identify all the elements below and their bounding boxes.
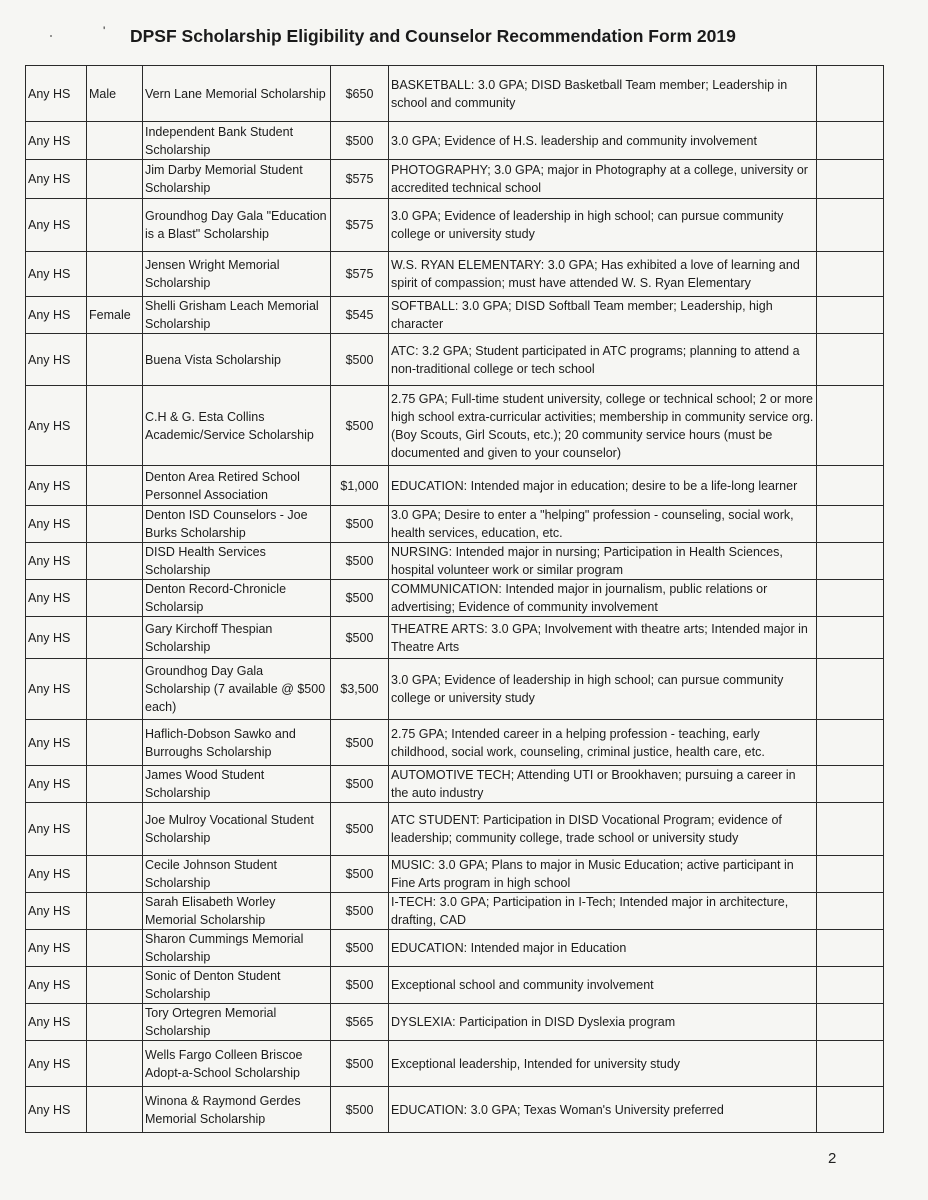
gender-cell: Female	[87, 297, 143, 334]
table-row	[26, 803, 884, 856]
recommendation-cell[interactable]	[817, 766, 884, 803]
amount-cell: $565	[331, 1004, 389, 1041]
table-row	[26, 720, 884, 766]
scholarship-name-cell: Buena Vista Scholarship	[143, 334, 331, 386]
requirements-cell: I-TECH: 3.0 GPA; Participation in I-Tech; Intended major in architecture, drafting, CAD	[389, 893, 817, 930]
school-cell: Any HS	[26, 720, 87, 766]
table-row	[26, 1041, 884, 1087]
amount-cell: $500	[331, 617, 389, 659]
gender-cell	[87, 580, 143, 617]
gender-cell	[87, 1004, 143, 1041]
scholarship-table	[25, 65, 884, 1133]
requirements-cell: 2.75 GPA; Full-time student university, college or technical school; 2 or more high school extra-curricular activities; membership in community service org. (Boy Scouts, Girl Scouts, etc.); 20 community service hours (must be documented and given to your counselor)	[389, 386, 817, 466]
recommendation-cell[interactable]	[817, 334, 884, 386]
recommendation-cell[interactable]	[817, 252, 884, 297]
gender-cell	[87, 1041, 143, 1087]
school-cell: Any HS	[26, 1041, 87, 1087]
recommendation-cell[interactable]	[817, 543, 884, 580]
scholarship-name-cell: Shelli Grisham Leach Memorial Scholarship	[143, 297, 331, 334]
scholarship-name-cell: Haflich-Dobson Sawko and Burroughs Scholarship	[143, 720, 331, 766]
recommendation-cell[interactable]	[817, 160, 884, 199]
scholarship-name-cell: Groundhog Day Gala "Education is a Blast" Scholarship	[143, 199, 331, 252]
gender-cell	[87, 856, 143, 893]
requirements-cell: PHOTOGRAPHY; 3.0 GPA; major in Photography at a college, university or accredited technical school	[389, 160, 817, 199]
recommendation-cell[interactable]	[817, 930, 884, 967]
school-cell: Any HS	[26, 617, 87, 659]
requirements-cell: 3.0 GPA; Evidence of leadership in high school; can pursue community college or university study	[389, 659, 817, 720]
requirements-cell: 3.0 GPA; Evidence of leadership in high school; can pursue community college or university study	[389, 199, 817, 252]
amount-cell: $500	[331, 506, 389, 543]
requirements-cell: Exceptional leadership, Intended for university study	[389, 1041, 817, 1087]
amount-cell: $500	[331, 543, 389, 580]
recommendation-cell[interactable]	[817, 506, 884, 543]
scholarship-name-cell: Denton ISD Counselors - Joe Burks Scholarship	[143, 506, 331, 543]
recommendation-cell[interactable]	[817, 122, 884, 160]
amount-cell: $500	[331, 122, 389, 160]
table-row	[26, 967, 884, 1004]
school-cell: Any HS	[26, 803, 87, 856]
amount-cell: $500	[331, 930, 389, 967]
stray-dot	[50, 35, 52, 37]
gender-cell	[87, 252, 143, 297]
school-cell: Any HS	[26, 580, 87, 617]
table-row	[26, 1087, 884, 1133]
table-row	[26, 466, 884, 506]
requirements-cell: BASKETBALL: 3.0 GPA; DISD Basketball Team member; Leadership in school and community	[389, 66, 817, 122]
school-cell: Any HS	[26, 122, 87, 160]
requirements-cell: ATC: 3.2 GPA; Student participated in ATC programs; planning to attend a non-traditional college or tech school	[389, 334, 817, 386]
recommendation-cell[interactable]	[817, 1087, 884, 1133]
school-cell: Any HS	[26, 66, 87, 122]
table-row	[26, 66, 884, 122]
recommendation-cell[interactable]	[817, 66, 884, 122]
gender-cell	[87, 766, 143, 803]
gender-cell	[87, 386, 143, 466]
gender-cell	[87, 930, 143, 967]
page-number: 2	[828, 1150, 837, 1167]
recommendation-cell[interactable]	[817, 1041, 884, 1087]
table-row	[26, 659, 884, 720]
scholarship-name-cell: C.H & G. Esta Collins Academic/Service Scholarship	[143, 386, 331, 466]
school-cell: Any HS	[26, 659, 87, 720]
recommendation-cell[interactable]	[817, 856, 884, 893]
school-cell: Any HS	[26, 334, 87, 386]
requirements-cell: THEATRE ARTS: 3.0 GPA; Involvement with theatre arts; Intended major in Theatre Arts	[389, 617, 817, 659]
table-row	[26, 334, 884, 386]
amount-cell: $1,000	[331, 466, 389, 506]
amount-cell: $500	[331, 967, 389, 1004]
school-cell: Any HS	[26, 252, 87, 297]
table-row	[26, 856, 884, 893]
recommendation-cell[interactable]	[817, 617, 884, 659]
gender-cell	[87, 893, 143, 930]
requirements-cell: AUTOMOTIVE TECH; Attending UTI or Brookhaven; pursuing a career in the auto industry	[389, 766, 817, 803]
gender-cell	[87, 543, 143, 580]
amount-cell: $500	[331, 580, 389, 617]
scholarship-name-cell: Vern Lane Memorial Scholarship	[143, 66, 331, 122]
scholarship-name-cell: DISD Health Services Scholarship	[143, 543, 331, 580]
school-cell: Any HS	[26, 967, 87, 1004]
scholarship-name-cell: Sharon Cummings Memorial Scholarship	[143, 930, 331, 967]
amount-cell: $545	[331, 297, 389, 334]
school-cell: Any HS	[26, 386, 87, 466]
recommendation-cell[interactable]	[817, 199, 884, 252]
amount-cell: $500	[331, 386, 389, 466]
table-row	[26, 766, 884, 803]
school-cell: Any HS	[26, 506, 87, 543]
amount-cell: $575	[331, 199, 389, 252]
gender-cell	[87, 122, 143, 160]
gender-cell	[87, 967, 143, 1004]
school-cell: Any HS	[26, 160, 87, 199]
scholarship-name-cell: Gary Kirchoff Thespian Scholarship	[143, 617, 331, 659]
school-cell: Any HS	[26, 543, 87, 580]
gender-cell	[87, 659, 143, 720]
scholarship-name-cell: Groundhog Day Gala Scholarship (7 available @ $500 each)	[143, 659, 331, 720]
amount-cell: $500	[331, 803, 389, 856]
gender-cell	[87, 334, 143, 386]
gender-cell	[87, 803, 143, 856]
gender-cell	[87, 720, 143, 766]
gender-cell	[87, 506, 143, 543]
stray-mark: '	[103, 24, 106, 38]
requirements-cell: 3.0 GPA; Desire to enter a "helping" profession - counseling, social work, health services, education, etc.	[389, 506, 817, 543]
table-row	[26, 930, 884, 967]
scholarship-name-cell: Denton Record-Chronicle Scholarsip	[143, 580, 331, 617]
scholarship-name-cell: Sonic of Denton Student Scholarship	[143, 967, 331, 1004]
school-cell: Any HS	[26, 466, 87, 506]
school-cell: Any HS	[26, 856, 87, 893]
table-row	[26, 297, 884, 334]
table-row	[26, 122, 884, 160]
table-row	[26, 160, 884, 199]
table-row	[26, 617, 884, 659]
table-row	[26, 893, 884, 930]
table-row	[26, 506, 884, 543]
recommendation-cell[interactable]	[817, 297, 884, 334]
requirements-cell: EDUCATION: Intended major in education; desire to be a life-long learner	[389, 466, 817, 506]
gender-cell: Male	[87, 66, 143, 122]
requirements-cell: MUSIC: 3.0 GPA; Plans to major in Music Education; active participant in Fine Arts program in high school	[389, 856, 817, 893]
requirements-cell: EDUCATION: 3.0 GPA; Texas Woman's University preferred	[389, 1087, 817, 1133]
requirements-cell: EDUCATION: Intended major in Education	[389, 930, 817, 967]
school-cell: Any HS	[26, 199, 87, 252]
scholarship-name-cell: Jensen Wright Memorial Scholarship	[143, 252, 331, 297]
table-row	[26, 252, 884, 297]
school-cell: Any HS	[26, 893, 87, 930]
amount-cell: $500	[331, 766, 389, 803]
gender-cell	[87, 1087, 143, 1133]
amount-cell: $650	[331, 66, 389, 122]
school-cell: Any HS	[26, 297, 87, 334]
requirements-cell: 2.75 GPA; Intended career in a helping profession - teaching, early childhood, social work, counseling, criminal justice, health care, etc.	[389, 720, 817, 766]
table-row	[26, 543, 884, 580]
scholarship-name-cell: Wells Fargo Colleen Briscoe Adopt-a-School Scholarship	[143, 1041, 331, 1087]
recommendation-cell[interactable]	[817, 967, 884, 1004]
amount-cell: $500	[331, 893, 389, 930]
scholarship-name-cell: Winona & Raymond Gerdes Memorial Scholarship	[143, 1087, 331, 1133]
table-row	[26, 580, 884, 617]
school-cell: Any HS	[26, 930, 87, 967]
amount-cell: $575	[331, 252, 389, 297]
school-cell: Any HS	[26, 766, 87, 803]
amount-cell: $500	[331, 1041, 389, 1087]
amount-cell: $500	[331, 1087, 389, 1133]
requirements-cell: DYSLEXIA: Participation in DISD Dyslexia program	[389, 1004, 817, 1041]
school-cell: Any HS	[26, 1087, 87, 1133]
amount-cell: $500	[331, 856, 389, 893]
recommendation-cell[interactable]	[817, 803, 884, 856]
requirements-cell: 3.0 GPA; Evidence of H.S. leadership and community involvement	[389, 122, 817, 160]
table-row	[26, 199, 884, 252]
table-row	[26, 386, 884, 466]
requirements-cell: NURSING: Intended major in nursing; Participation in Health Sciences, hospital volunteer work or similar program	[389, 543, 817, 580]
gender-cell	[87, 617, 143, 659]
recommendation-cell[interactable]	[817, 1004, 884, 1041]
requirements-cell: COMMUNICATION: Intended major in journalism, public relations or advertising; Evidence of community involvement	[389, 580, 817, 617]
scholarship-name-cell: Jim Darby Memorial Student Scholarship	[143, 160, 331, 199]
requirements-cell: Exceptional school and community involvement	[389, 967, 817, 1004]
scholarship-name-cell: James Wood Student Scholarship	[143, 766, 331, 803]
recommendation-cell[interactable]	[817, 893, 884, 930]
scholarship-name-cell: Denton Area Retired School Personnel Association	[143, 466, 331, 506]
gender-cell	[87, 199, 143, 252]
scholarship-name-cell: Joe Mulroy Vocational Student Scholarship	[143, 803, 331, 856]
amount-cell: $500	[331, 334, 389, 386]
gender-cell	[87, 160, 143, 199]
amount-cell: $500	[331, 720, 389, 766]
amount-cell: $575	[331, 160, 389, 199]
gender-cell	[87, 466, 143, 506]
scholarship-name-cell: Cecile Johnson Student Scholarship	[143, 856, 331, 893]
amount-cell: $3,500	[331, 659, 389, 720]
school-cell: Any HS	[26, 1004, 87, 1041]
recommendation-cell[interactable]	[817, 580, 884, 617]
scholarship-name-cell: Tory Ortegren Memorial Scholarship	[143, 1004, 331, 1041]
requirements-cell: SOFTBALL: 3.0 GPA; DISD Softball Team member; Leadership, high character	[389, 297, 817, 334]
scholarship-name-cell: Sarah Elisabeth Worley Memorial Scholarship	[143, 893, 331, 930]
recommendation-cell[interactable]	[817, 659, 884, 720]
requirements-cell: W.S. RYAN ELEMENTARY: 3.0 GPA; Has exhibited a love of learning and spirit of compassion; must have attended W. S. Ryan Elementary	[389, 252, 817, 297]
page-title: DPSF Scholarship Eligibility and Counselor Recommendation Form 2019	[130, 26, 736, 46]
recommendation-cell[interactable]	[817, 720, 884, 766]
requirements-cell: ATC STUDENT: Participation in DISD Vocational Program; evidence of leadership; community college, trade school or university study	[389, 803, 817, 856]
scholarship-name-cell: Independent Bank Student Scholarship	[143, 122, 331, 160]
recommendation-cell[interactable]	[817, 386, 884, 466]
table-row	[26, 1004, 884, 1041]
recommendation-cell[interactable]	[817, 466, 884, 506]
